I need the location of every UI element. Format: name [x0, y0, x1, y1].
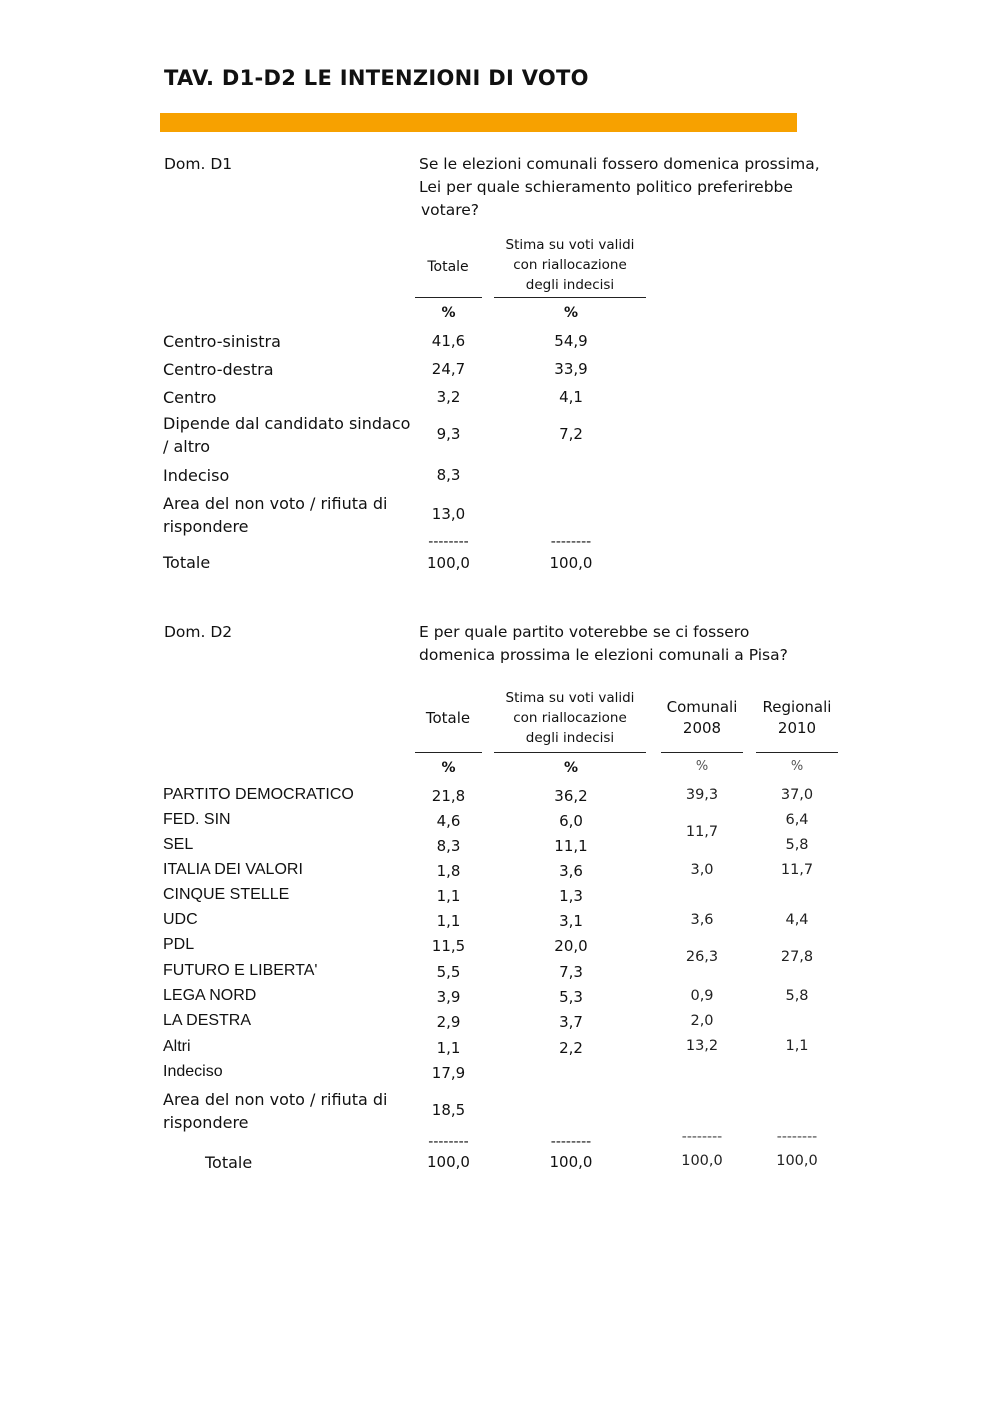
- d1-total-stima: 100,0: [549, 554, 593, 572]
- d1-pct-totale: %: [441, 305, 456, 321]
- accent-bar: [160, 113, 797, 132]
- d2-row-stima: 2,2: [559, 1039, 583, 1057]
- d2-total-totale: 100,0: [427, 1153, 470, 1171]
- d2-row-label: PARTITO DEMOCRATICO: [163, 786, 354, 803]
- d2-row-regionali: 4,4: [785, 912, 809, 928]
- d2-total-comunali: 100,0: [681, 1153, 723, 1169]
- d1-row-label: Centro: [163, 388, 217, 407]
- d2-row-totale: 5,5: [436, 963, 461, 981]
- d2-row-regionali: 37,0: [780, 787, 814, 803]
- d2-label: Dom. D2: [164, 623, 233, 641]
- d2-header-regionali: [756, 697, 838, 739]
- d2-row-stima: 1,3: [559, 887, 583, 905]
- d2-row-stima: 7,3: [559, 963, 583, 981]
- d2-question-line: E per quale partito voterebbe se ci fossero: [419, 623, 750, 641]
- d2-total-stima: 100,0: [549, 1153, 593, 1171]
- d2-row-totale: 2,9: [436, 1013, 461, 1031]
- d1-question: [419, 153, 820, 222]
- d1-header-stima-line: Stima su voti validi: [505, 237, 635, 253]
- d1-row-stima: 33,9: [554, 360, 588, 378]
- d2-header-comunali: [661, 697, 743, 739]
- d2-row-comunali: 3,6: [690, 912, 714, 928]
- d2-header-stima: [494, 688, 646, 748]
- d2-row-regionali: 1,1: [785, 1038, 809, 1054]
- d2-row-stima: 5,3: [559, 988, 583, 1006]
- d2-header-totale: Totale: [425, 709, 471, 727]
- d1-dashes: --------: [428, 534, 469, 550]
- d1-total-label: Totale: [163, 553, 211, 572]
- d2-dashes: --------: [550, 1134, 592, 1150]
- d1-header-totale: Totale: [427, 259, 469, 275]
- d1-row-label: Indeciso: [163, 466, 230, 485]
- d2-pct-totale: %: [441, 760, 456, 776]
- d1-dashes: --------: [550, 534, 592, 550]
- d2-row-comunali: 13,2: [685, 1038, 719, 1054]
- d1-row-label-line: Area del non voto / rifiuta di: [163, 494, 388, 513]
- d2-pct-regionali: %: [790, 759, 804, 774]
- d2-merged-comunali-fed-sel: 11,7: [685, 824, 719, 840]
- page-title: TAV. D1-D2 LE INTENZIONI DI VOTO: [164, 66, 589, 90]
- d2-row-label: ITALIA DEI VALORI: [163, 861, 303, 878]
- d1-pct-stima: %: [563, 305, 579, 321]
- d1-row-totale: 9,3: [436, 425, 461, 443]
- d2-row-totale: 11,5: [431, 937, 466, 955]
- d2-nonvoto-label: [163, 1088, 387, 1134]
- d2-row-regionali: 6,4: [785, 812, 809, 828]
- d1-row-label: [163, 412, 410, 458]
- d2-dashes: --------: [776, 1129, 818, 1145]
- d2-row-stima: 3,1: [559, 912, 583, 930]
- d1-header-rule: [415, 297, 482, 298]
- d1-row-label: Centro-destra: [163, 360, 274, 379]
- d2-row-comunali: 3,0: [690, 862, 714, 878]
- d2-row-stima: 20,0: [554, 937, 588, 955]
- d1-question-line: votare?: [421, 201, 480, 219]
- d2-row-totale: 17,9: [431, 1064, 466, 1082]
- d1-row-stima: 54,9: [554, 332, 588, 350]
- d2-header-comunali-line: 2008: [682, 719, 722, 737]
- d2-total-label: Totale: [205, 1153, 253, 1172]
- d2-pct-comunali: %: [695, 759, 709, 774]
- d2-header-rule: [415, 752, 482, 753]
- d2-merged-comunali-pdl-fli: 26,3: [685, 949, 719, 965]
- d2-row-stima: 3,7: [559, 1013, 583, 1031]
- d2-nonvoto-label-line: rispondere: [163, 1113, 249, 1132]
- d1-row-totale: 3,2: [436, 388, 461, 406]
- d2-row-label: LA DESTRA: [163, 1012, 252, 1029]
- d2-row-regionali: 5,8: [785, 988, 809, 1004]
- d1-header-stima-line: con riallocazione: [513, 257, 627, 273]
- d2-nonvoto-totale: 18,5: [431, 1101, 466, 1119]
- d2-row-label: UDC: [163, 911, 198, 928]
- d2-header-stima-line: con riallocazione: [513, 710, 627, 726]
- d2-row-totale: 8,3: [436, 837, 461, 855]
- d2-row-label: FUTURO E LIBERTA': [163, 962, 318, 979]
- d2-row-label: Indeciso: [163, 1063, 223, 1080]
- d2-question: [419, 621, 788, 667]
- d1-header-rule: [494, 297, 646, 298]
- d1-row-label: [163, 492, 387, 538]
- d2-header-regionali-line: 2010: [777, 719, 817, 737]
- d2-header-stima-line: Stima su voti validi: [505, 690, 635, 706]
- d2-total-regionali: 100,0: [776, 1153, 818, 1169]
- d2-row-label: PDL: [163, 936, 195, 953]
- d2-nonvoto-label-line: Area del non voto / rifiuta di: [163, 1090, 388, 1109]
- d1-question-line: Lei per quale schieramento politico preferirebbe: [419, 178, 793, 196]
- d2-header-rule: [756, 752, 838, 753]
- d2-row-totale: 3,9: [436, 988, 461, 1006]
- d1-row-stima: 7,2: [559, 425, 583, 443]
- d2-row-totale: 1,1: [436, 1039, 461, 1057]
- d2-row-comunali: 39,3: [685, 787, 719, 803]
- d2-row-totale: 4,6: [436, 812, 461, 830]
- d2-row-label: SEL: [163, 836, 194, 853]
- d2-header-rule: [494, 752, 646, 753]
- d1-row-label: Centro-sinistra: [163, 332, 281, 351]
- d2-row-label: Altri: [163, 1038, 191, 1055]
- d2-row-totale: 21,8: [431, 787, 466, 805]
- d2-row-stima: 6,0: [559, 812, 583, 830]
- d1-row-stima: 4,1: [559, 388, 583, 406]
- d2-pct-stima: %: [563, 760, 579, 776]
- d1-total-totale: 100,0: [427, 554, 470, 572]
- d2-merged-regionali-pdl-fli: 27,8: [780, 949, 814, 965]
- d2-row-comunali: 2,0: [690, 1013, 714, 1029]
- d2-row-stima: 3,6: [559, 862, 583, 880]
- d1-header-stima: [494, 235, 646, 295]
- d2-row-totale: 1,1: [436, 887, 461, 905]
- d1-row-label-line: / altro: [163, 437, 211, 456]
- d1-row-totale: 8,3: [436, 466, 461, 484]
- d2-header-stima-line: degli indecisi: [525, 730, 615, 746]
- d2-header-regionali-line: Regionali: [762, 698, 832, 716]
- d2-row-stima: 11,1: [554, 837, 588, 855]
- d1-row-label-line: rispondere: [163, 517, 249, 536]
- d2-row-comunali: 0,9: [690, 988, 714, 1004]
- d1-header-stima-line: degli indecisi: [525, 277, 615, 293]
- d2-row-totale: 1,1: [436, 912, 461, 930]
- d2-question-line: domenica prossima le elezioni comunali a Pisa?: [419, 646, 788, 664]
- d1-row-totale: 41,6: [431, 332, 466, 350]
- d1-row-totale: 24,7: [431, 360, 466, 378]
- d2-header-comunali-line: Comunali: [666, 698, 738, 716]
- d1-question-line: Se le elezioni comunali fossero domenica prossima,: [419, 155, 820, 173]
- d2-row-regionali: 5,8: [785, 837, 809, 853]
- d2-dashes: --------: [681, 1129, 723, 1145]
- d1-label: Dom. D1: [164, 155, 233, 173]
- d2-row-totale: 1,8: [436, 862, 461, 880]
- d2-dashes: --------: [428, 1134, 469, 1150]
- d2-header-rule: [661, 752, 743, 753]
- d2-row-label: FED. SIN: [163, 811, 231, 828]
- d1-row-totale: 13,0: [431, 505, 466, 523]
- d1-row-label-line: Dipende dal candidato sindaco: [163, 414, 411, 433]
- d2-row-label: CINQUE STELLE: [163, 886, 290, 903]
- d2-row-stima: 36,2: [554, 787, 588, 805]
- d2-row-regionali: 11,7: [780, 862, 814, 878]
- d2-row-label: LEGA NORD: [163, 987, 257, 1004]
